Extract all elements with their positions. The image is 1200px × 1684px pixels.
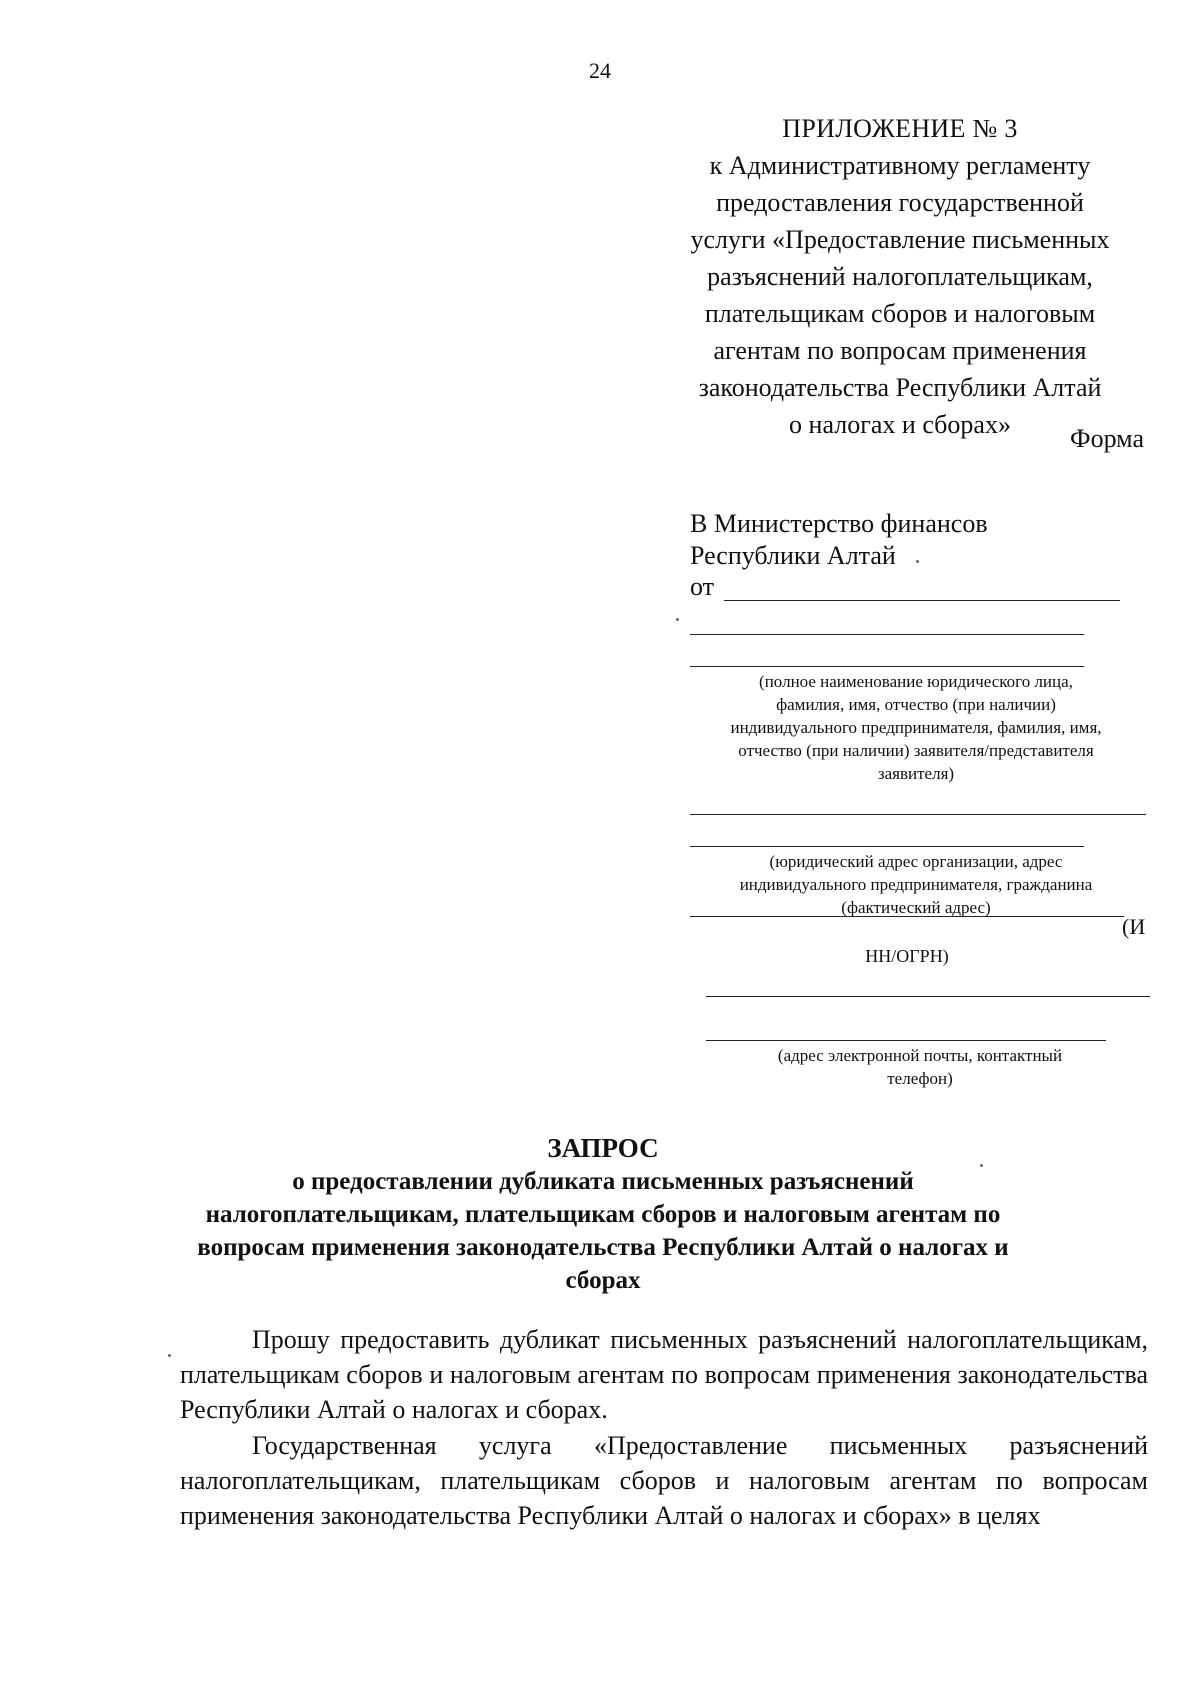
body-paragraph: Прошу предоставить дубликат письменных разъяснений налогоплательщикам, плательщикам сборов и налоговым агентам по вопросам применения законодательства Республики Алтай о налогах и сборах.	[180, 1325, 1148, 1424]
body-paragraph: Государственная услуга «Предоставление письменных разъяснений налогоплательщикам, плательщикам сборов и налоговым агентам по вопросам применения законодательства Республики Алтай о налогах и сборах» в целях	[180, 1431, 1148, 1530]
appendix-line: к Административному регламенту	[709, 151, 1091, 180]
inn-field-line[interactable]	[690, 916, 1124, 917]
request-subtitle-line: вопросам применения законодательства Республики Алтай о налогах и	[197, 1234, 1009, 1261]
appendix-line: плательщикам сборов и налоговым	[704, 299, 1096, 328]
request-subtitle-line: налогоплательщикам, плательщикам сборов и налоговым агентам по	[205, 1201, 1001, 1228]
applicant-name-field-line[interactable]	[690, 634, 1084, 635]
caption-line: (адрес электронной почты, контактный	[777, 1046, 1063, 1065]
caption-line: заявителя)	[877, 764, 955, 783]
page-number: 24	[589, 58, 611, 83]
caption-line: (юридический адрес организации, адрес	[769, 852, 1063, 871]
from-label: от	[690, 572, 715, 601]
caption-line: (полное наименование юридического лица,	[759, 672, 1073, 691]
appendix-header	[650, 110, 1150, 443]
scan-speck	[168, 1354, 171, 1357]
contact-caption	[690, 1044, 1150, 1090]
request-subtitle-line: о предоставлении дубликата письменных разъяснений	[292, 1168, 914, 1195]
caption-line: телефон)	[887, 1069, 953, 1088]
appendix-line: разъяснений налогоплательщикам,	[707, 262, 1093, 291]
address-field-line[interactable]	[690, 814, 1146, 815]
recipient-line: Республики Алтай	[690, 541, 896, 570]
inn-caption-start: (И	[1122, 914, 1146, 939]
applicant-name-field[interactable]	[724, 600, 1120, 601]
contact-field-line[interactable]	[706, 996, 1150, 997]
applicant-name-caption	[690, 670, 1142, 785]
caption-line: фамилия, имя, отчество (при наличии)	[776, 695, 1056, 714]
request-heading	[190, 1132, 1016, 1297]
request-subtitle-line: сборах	[565, 1267, 641, 1294]
request-title: ЗАПРОС	[547, 1133, 659, 1163]
recipient-block	[690, 508, 988, 572]
form-label: Форма	[1070, 424, 1144, 453]
recipient-line: В Министерство финансов	[690, 509, 988, 538]
caption-line: индивидуального предпринимателя, фамилия, имя,	[730, 718, 1102, 737]
appendix-line: агентам по вопросам применения	[713, 336, 1087, 365]
appendix-line: услуги «Предоставление письменных	[690, 225, 1110, 254]
appendix-line: предоставления государственной	[716, 188, 1084, 217]
caption-line: индивидуального предпринимателя, гражданина	[739, 875, 1093, 894]
scan-speck	[916, 560, 919, 563]
inn-caption-end: НН/ОГРН)	[865, 946, 949, 966]
appendix-title: ПРИЛОЖЕНИЕ № 3	[782, 114, 1018, 143]
scan-speck	[980, 1164, 983, 1167]
appendix-line: о налогах и сборах»	[789, 410, 1011, 439]
caption-line: (фактический адрес)	[841, 898, 991, 917]
contact-field-line[interactable]	[706, 1040, 1106, 1041]
caption-line: отчество (при наличии) заявителя/представителя	[738, 741, 1094, 760]
address-field-line[interactable]	[690, 846, 1084, 847]
applicant-name-field-line[interactable]	[690, 666, 1084, 667]
appendix-line: законодательства Республики Алтай	[698, 373, 1102, 402]
scan-speck	[676, 618, 679, 621]
address-caption	[690, 850, 1142, 919]
